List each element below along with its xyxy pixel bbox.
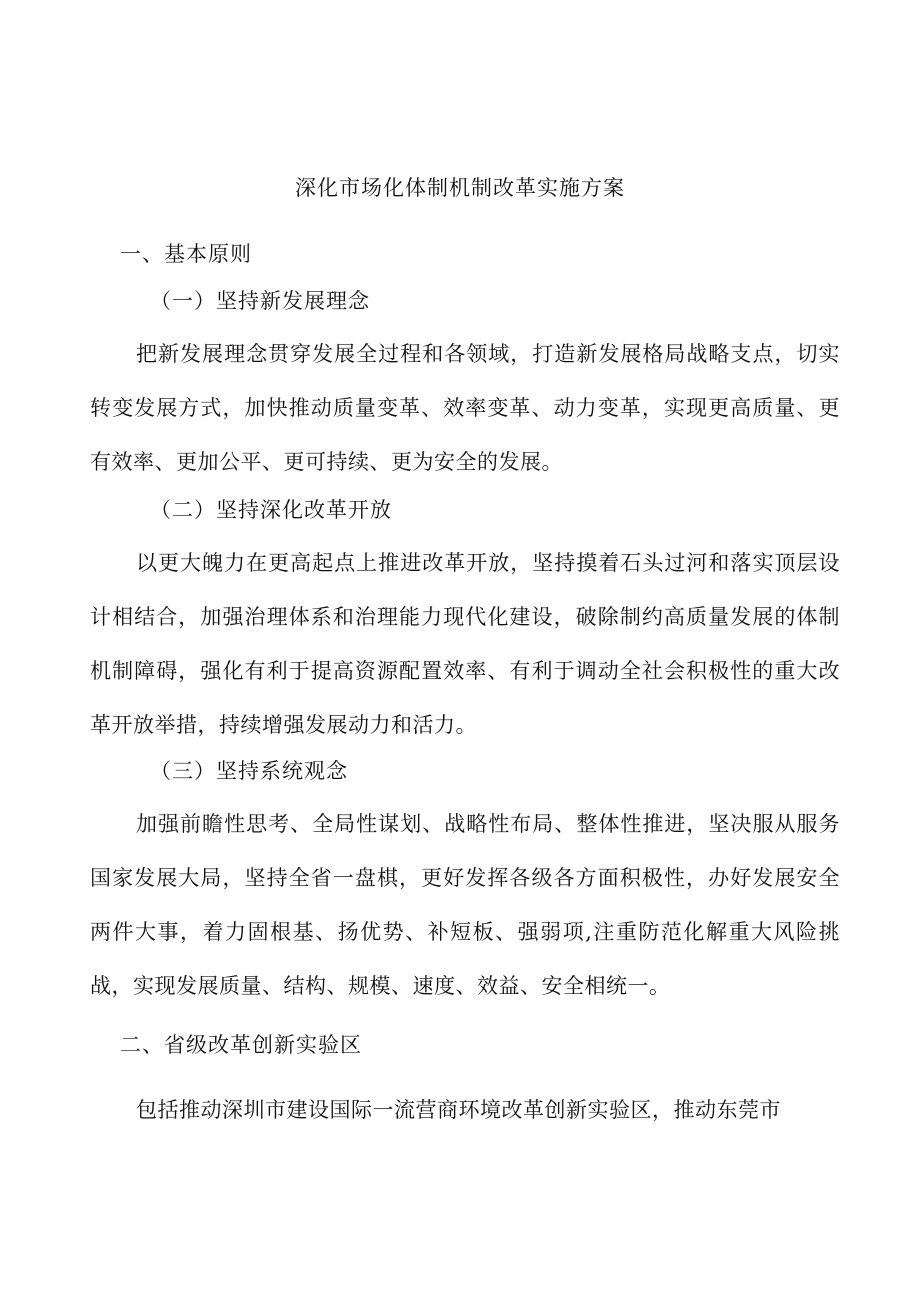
subsection-heading-new-development: （一）坚持新发展理念 xyxy=(150,289,370,313)
subsection-heading-reform-opening: （二）坚持深化改革开放 xyxy=(150,498,392,522)
document-title: 深化市场化体制机制改革实施方案 xyxy=(295,176,625,200)
section-heading-basic-principles: 一、基本原则 xyxy=(120,242,252,266)
paragraph-reform-opening: 以更大魄力在更高起点上推进改革开放，坚持摸着石头过河和落实顶层设计相结合，加强治理体系和治理能力现代化建设，破除制约高质量发展的体制机制障碍，强化有利于提高资源配置效率、有利于调动全社会积极性的重大改革开放举措，持续增强发展动力和活力。 xyxy=(90,551,840,737)
paragraph-pilot-zones: 包括推动深圳市建设国际一流营商环境改革创新实验区，推动东莞市 xyxy=(136,1098,781,1122)
subsection-heading-system-concept: （三）坚持系统观念 xyxy=(150,759,348,783)
paragraph-new-development: 把新发展理念贯穿发展全过程和各领域，打造新发展格局战略支点，切实转变发展方式，加快推动质量变革、效率变革、动力变革，实现更高质量、更有效率、更加公平、更可持续、更为安全的发展。 xyxy=(90,342,840,474)
paragraph-system-concept: 加强前瞻性思考、全局性谋划、战略性布局、整体性推进，坚决服从服务国家发展大局，坚持全省一盘棋，更好发挥各级各方面积极性，办好发展安全两件大事，着力固根基、扬优势、补短板、强弱项,注重防范化解重大风险挑战，实现发展质量、结构、规模、速度、效益、安全相统一。 xyxy=(90,812,840,998)
section-heading-pilot-zones: 二、省级改革创新实验区 xyxy=(120,1033,362,1057)
